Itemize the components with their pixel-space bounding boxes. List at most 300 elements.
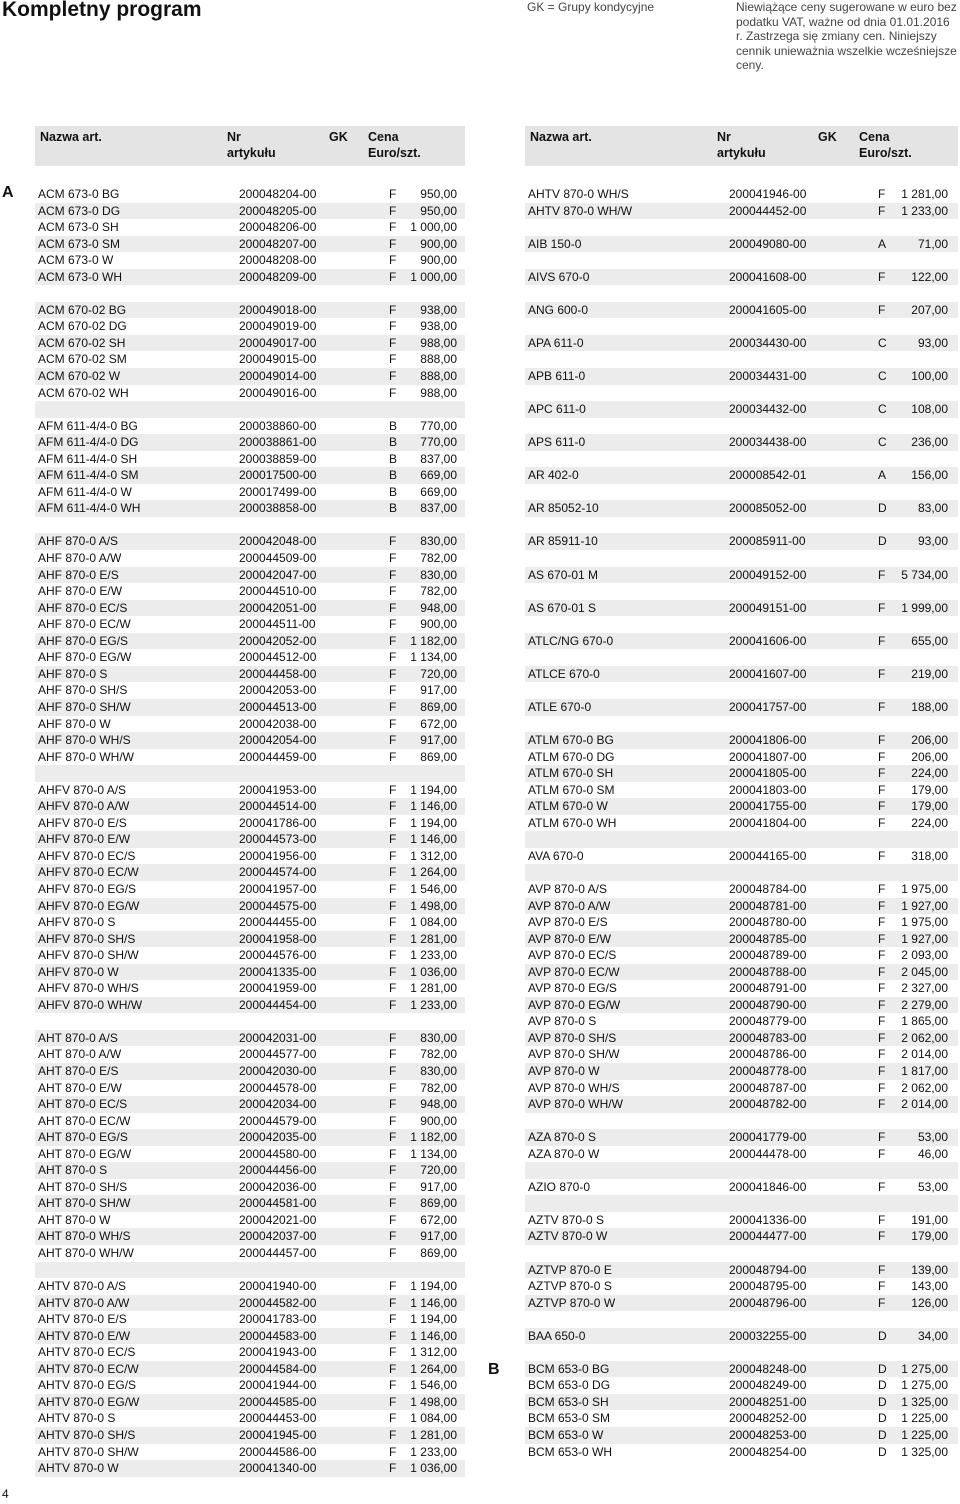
article-price: 179,00	[911, 1229, 948, 1244]
article-price: 917,00	[420, 1179, 457, 1194]
article-price: 1 817,00	[901, 1063, 948, 1078]
article-name: AHT 870-0 W	[38, 1212, 111, 1227]
article-name: AFM 611-4/4-0 W	[38, 484, 132, 499]
article-number: 200041807-00	[729, 749, 807, 764]
article-number: 200041806-00	[729, 733, 807, 748]
article-price: 917,00	[420, 1229, 457, 1244]
article-price: 1 312,00	[410, 848, 457, 863]
condition-group: F	[389, 898, 397, 913]
article-name: AHFV 870-0 E/W	[38, 832, 131, 847]
article-name: AVP 870-0 WH/W	[528, 1097, 623, 1112]
article-price: 206,00	[911, 749, 948, 764]
article-price: 1 194,00	[410, 1279, 457, 1294]
table-row	[525, 1295, 958, 1312]
article-number: 200041605-00	[729, 302, 807, 317]
condition-group: F	[878, 1097, 886, 1112]
condition-group: F	[878, 1229, 886, 1244]
article-number: 200042038-00	[239, 716, 317, 731]
article-number: 200041804-00	[729, 815, 807, 830]
article-name: AHTV 870-0 EG/S	[38, 1378, 137, 1393]
table-row	[35, 1113, 465, 1130]
article-name: AHFV 870-0 EG/S	[38, 881, 137, 896]
article-price: 191,00	[911, 1212, 948, 1227]
article-name: AZTVP 870-0 E	[528, 1262, 612, 1277]
article-price: 1 134,00	[410, 1146, 457, 1161]
article-price: 720,00	[420, 666, 457, 681]
table-row	[525, 848, 958, 865]
table-row	[525, 815, 958, 832]
article-price: 830,00	[420, 534, 457, 549]
article-number: 200048206-00	[239, 220, 317, 235]
condition-group: F	[389, 1378, 397, 1393]
article-price: 126,00	[911, 1295, 948, 1310]
condition-group: F	[878, 749, 886, 764]
article-name: AFM 611-4/4-0 SM	[38, 468, 139, 483]
article-number: 200041940-00	[239, 1279, 317, 1294]
article-number: 200041957-00	[239, 881, 317, 896]
table-row	[35, 1212, 465, 1229]
article-price: 1 000,00	[410, 220, 457, 235]
article-number: 200048789-00	[729, 948, 807, 963]
article-number: 200042053-00	[239, 683, 317, 698]
article-name: AHT 870-0 SH/W	[38, 1196, 131, 1211]
article-price: 2 014,00	[901, 1097, 948, 1112]
article-name: AHF 870-0 EG/W	[38, 650, 132, 665]
condition-group: F	[389, 352, 397, 367]
article-price: 770,00	[420, 435, 457, 450]
article-price: 219,00	[911, 666, 948, 681]
table-row	[35, 236, 465, 253]
article-name: AHT 870-0 EC/S	[38, 1097, 128, 1112]
condition-group: F	[389, 1179, 397, 1194]
table-row	[525, 186, 958, 203]
article-number: 200044585-00	[239, 1394, 317, 1409]
article-price: 93,00	[917, 534, 948, 549]
condition-group: F	[878, 567, 886, 582]
article-name: BCM 653-0 W	[528, 1428, 604, 1443]
condition-group: F	[389, 1229, 397, 1244]
condition-group: F	[389, 865, 397, 880]
condition-group: F	[389, 617, 397, 632]
article-price: 1 498,00	[410, 898, 457, 913]
article-name: BAA 650-0	[528, 1328, 586, 1343]
condition-group: F	[878, 269, 886, 284]
article-number: 200041340-00	[239, 1461, 317, 1476]
table-row	[525, 1212, 958, 1229]
article-price: 1 194,00	[410, 1312, 457, 1327]
article-number: 200048783-00	[729, 1030, 807, 1045]
article-number: 200085052-00	[729, 501, 807, 516]
article-price: 1 325,00	[901, 1394, 948, 1409]
condition-group: F	[878, 964, 886, 979]
article-name: AZTVP 870-0 S	[528, 1279, 612, 1294]
article-name: AR 85911-10	[528, 534, 598, 549]
article-name: ATLCE 670-0	[528, 666, 600, 681]
article-name: ACM 673-0 BG	[38, 187, 120, 201]
table-row	[35, 649, 465, 666]
article-price: 869,00	[420, 1246, 457, 1260]
condition-group: F	[878, 1047, 886, 1062]
article-name: AHTV 870-0 A/S	[38, 1279, 127, 1294]
article-price: 224,00	[911, 815, 948, 830]
table-row	[525, 1278, 958, 1295]
article-number: 200042052-00	[239, 633, 317, 648]
table-row	[35, 567, 465, 584]
article-number: 200034432-00	[729, 402, 807, 417]
article-number: 200042047-00	[239, 567, 317, 582]
table-row	[35, 1030, 465, 1047]
article-name: ACM 670-02 DG	[38, 319, 127, 334]
table-row	[35, 1096, 465, 1113]
table-row	[35, 1278, 465, 1295]
spacer-row	[525, 864, 958, 881]
article-price: 2 062,00	[901, 1030, 948, 1045]
table-row	[35, 434, 465, 451]
condition-group: F	[389, 1030, 397, 1045]
condition-group: F	[389, 1246, 397, 1260]
condition-group: F	[878, 981, 886, 996]
article-price: 139,00	[911, 1262, 948, 1277]
table-row	[525, 269, 958, 286]
article-name: AHTV 870-0 WH/W	[528, 203, 633, 218]
article-name: BCM 653-0 BG	[528, 1361, 610, 1376]
article-name: AHT 870-0 S	[38, 1163, 108, 1178]
spacer-row	[525, 484, 958, 501]
article-number: 200048794-00	[729, 1262, 807, 1277]
condition-group: B	[389, 451, 398, 466]
article-name: APA 611-0	[528, 335, 584, 350]
article-number: 200048209-00	[239, 269, 317, 284]
article-number: 200044573-00	[239, 832, 317, 847]
article-number: 200048790-00	[729, 997, 807, 1012]
table-row	[525, 302, 958, 319]
condition-group: D	[878, 1444, 887, 1459]
table-row	[35, 318, 465, 335]
table-row	[35, 219, 465, 236]
article-name: AHTV 870-0 A/W	[38, 1295, 130, 1310]
table-row	[525, 1096, 958, 1113]
article-price: 2 014,00	[901, 1047, 948, 1062]
table-row	[35, 302, 465, 319]
table-row	[525, 1394, 958, 1411]
article-price: 1 233,00	[410, 997, 457, 1012]
table-row	[35, 798, 465, 815]
table-row	[35, 1394, 465, 1411]
article-name: AHF 870-0 A/S	[38, 534, 119, 549]
condition-group: F	[878, 666, 886, 681]
article-price: 1 275,00	[901, 1361, 948, 1376]
table-row	[525, 368, 958, 385]
spacer-row	[35, 765, 465, 782]
article-name: AHFV 870-0 EG/W	[38, 898, 140, 913]
table-row	[525, 1410, 958, 1427]
col-header-price	[368, 129, 421, 161]
condition-group: F	[389, 220, 397, 235]
condition-group: F	[389, 551, 397, 566]
table-row	[525, 881, 958, 898]
article-price: 1 225,00	[901, 1428, 948, 1443]
article-price: 2 279,00	[901, 997, 948, 1012]
article-price: 34,00	[917, 1328, 948, 1343]
table-row	[35, 864, 465, 881]
col-header-price	[859, 129, 912, 161]
page-number: 4	[2, 1487, 9, 1501]
condition-group: F	[389, 187, 397, 201]
article-name: AVP 870-0 S	[528, 1014, 597, 1029]
article-price: 1 975,00	[901, 881, 948, 896]
article-name: AHT 870-0 E/W	[38, 1080, 122, 1095]
condition-group: F	[389, 948, 397, 963]
table-row	[35, 881, 465, 898]
article-number: 200049015-00	[239, 352, 317, 367]
condition-group: F	[389, 716, 397, 731]
article-price: 900,00	[420, 617, 457, 632]
article-number: 200044165-00	[729, 848, 807, 863]
spacer-row	[525, 318, 958, 335]
article-number: 200048248-00	[729, 1361, 807, 1376]
article-number: 200048784-00	[729, 881, 807, 896]
article-number: 200044583-00	[239, 1328, 317, 1343]
condition-group: F	[878, 1262, 886, 1277]
condition-group: D	[878, 501, 887, 516]
spacer-row	[525, 716, 958, 733]
table-row	[35, 1228, 465, 1245]
article-price: 2 093,00	[901, 948, 948, 963]
article-number: 200048782-00	[729, 1097, 807, 1112]
article-name: ACM 673-0 WH	[38, 269, 123, 284]
table-row	[525, 1427, 958, 1444]
article-number: 200048785-00	[729, 931, 807, 946]
article-name: AHF 870-0 SH/S	[38, 683, 128, 698]
article-name: AVP 870-0 EG/S	[528, 981, 617, 996]
condition-group: F	[389, 1196, 397, 1211]
article-price: 1 975,00	[901, 915, 948, 930]
article-price: 1 281,00	[410, 1428, 457, 1443]
condition-group: F	[878, 782, 886, 797]
condition-group: F	[878, 187, 886, 201]
article-name: AHT 870-0 A/W	[38, 1047, 122, 1062]
article-price: 782,00	[420, 1080, 457, 1095]
col-header-nr-line1: Nr	[227, 130, 241, 144]
article-number: 200041805-00	[729, 766, 807, 781]
article-name: ATLM 670-0 W	[528, 799, 608, 814]
article-number: 200044477-00	[729, 1229, 807, 1244]
article-name: ATLC/NG 670-0	[528, 633, 614, 648]
article-name: AR 85052-10	[528, 501, 599, 516]
table-row	[525, 600, 958, 617]
article-name: AHTV 870-0 S	[38, 1411, 116, 1426]
price-list-right	[525, 186, 958, 1460]
condition-group: F	[389, 749, 397, 764]
table-row	[525, 1080, 958, 1097]
article-price: 830,00	[420, 567, 457, 582]
article-number: 200048249-00	[729, 1378, 807, 1393]
article-price: 1 498,00	[410, 1394, 457, 1409]
table-row	[35, 269, 465, 286]
article-name: AZTV 870-0 W	[528, 1229, 608, 1244]
table-row	[35, 335, 465, 352]
table-row	[525, 732, 958, 749]
article-price: 108,00	[911, 402, 948, 417]
col-header-nr-line2: artykułu	[717, 146, 766, 160]
article-name: AHF 870-0 E/W	[38, 584, 123, 599]
article-number: 200041803-00	[729, 782, 807, 797]
condition-group: F	[389, 997, 397, 1012]
spacer-row	[35, 1013, 465, 1030]
article-name: AVP 870-0 E/S	[528, 915, 608, 930]
article-name: AVP 870-0 EC/S	[528, 948, 617, 963]
col-header-nr	[227, 129, 276, 161]
article-name: AHT 870-0 EG/S	[38, 1130, 128, 1145]
article-number: 200044456-00	[239, 1163, 317, 1178]
article-price: 869,00	[420, 699, 457, 714]
article-number: 200044579-00	[239, 1113, 317, 1128]
table-row	[35, 947, 465, 964]
table-row	[35, 1410, 465, 1427]
article-name: AHF 870-0 E/S	[38, 567, 119, 582]
article-number: 200038859-00	[239, 451, 317, 466]
spacer-row	[35, 285, 465, 302]
article-name: AHT 870-0 WH/W	[38, 1246, 134, 1260]
article-price: 1 312,00	[410, 1345, 457, 1360]
table-row	[525, 947, 958, 964]
article-name: AHF 870-0 S	[38, 666, 108, 681]
condition-group: F	[389, 1047, 397, 1062]
article-number: 200048787-00	[729, 1080, 807, 1095]
article-name: AHT 870-0 WH/S	[38, 1229, 131, 1244]
table-row	[35, 1080, 465, 1097]
condition-group: F	[389, 203, 397, 218]
col-header-nr-line1: Nr	[717, 130, 731, 144]
article-number: 200048795-00	[729, 1279, 807, 1294]
article-number: 200049080-00	[729, 236, 807, 251]
article-name: ACM 670-02 BG	[38, 302, 127, 317]
condition-group: F	[878, 997, 886, 1012]
spacer-row	[35, 401, 465, 418]
table-row	[35, 1245, 465, 1262]
article-price: 188,00	[911, 699, 948, 714]
article-price: 1 084,00	[410, 915, 457, 930]
article-price: 1 546,00	[410, 1378, 457, 1393]
table-row	[525, 980, 958, 997]
article-number: 200044457-00	[239, 1246, 317, 1260]
article-name: ANG 600-0	[528, 302, 589, 317]
table-row	[35, 418, 465, 435]
article-number: 200048208-00	[239, 253, 317, 268]
condition-group: F	[389, 815, 397, 830]
article-number: 200044459-00	[239, 749, 317, 764]
condition-group: F	[878, 1146, 886, 1161]
table-row	[525, 749, 958, 766]
spacer-row	[525, 1162, 958, 1179]
article-number: 200041755-00	[729, 799, 807, 814]
article-name: AZIO 870-0	[528, 1179, 591, 1194]
spacer-row	[525, 831, 958, 848]
table-row	[35, 1195, 465, 1212]
article-name: ACM 670-02 SM	[38, 352, 127, 367]
article-number: 200048780-00	[729, 915, 807, 930]
col-header-name: Nazwa art.	[40, 130, 102, 144]
condition-group: C	[878, 369, 887, 384]
spacer-row	[525, 1311, 958, 1328]
article-price: 888,00	[420, 352, 457, 367]
table-row	[525, 1444, 958, 1461]
article-name: BCM 653-0 SM	[528, 1411, 611, 1426]
article-name: AVP 870-0 E/W	[528, 931, 611, 946]
article-price: 1 182,00	[410, 633, 457, 648]
article-number: 200044513-00	[239, 699, 317, 714]
table-row	[35, 1162, 465, 1179]
article-price: 988,00	[420, 385, 457, 400]
article-number: 200049152-00	[729, 567, 807, 582]
spacer-row	[525, 285, 958, 302]
article-name: ATLM 670-0 SM	[528, 782, 615, 797]
spacer-row	[35, 1262, 465, 1279]
article-price: 100,00	[911, 369, 948, 384]
table-row	[35, 533, 465, 550]
condition-group: F	[389, 964, 397, 979]
spacer-row	[525, 451, 958, 468]
spacer-row	[525, 1245, 958, 1262]
article-name: BCM 653-0 SH	[528, 1394, 609, 1409]
condition-group: F	[878, 600, 886, 615]
article-price: 71,00	[917, 236, 948, 251]
spacer-row	[525, 351, 958, 368]
condition-group: F	[389, 1295, 397, 1310]
article-number: 200034438-00	[729, 435, 807, 450]
condition-group: F	[389, 782, 397, 797]
table-row	[525, 203, 958, 220]
article-number: 200044576-00	[239, 948, 317, 963]
table-row	[35, 1344, 465, 1361]
table-row	[35, 385, 465, 402]
article-number: 200042037-00	[239, 1229, 317, 1244]
article-price: 669,00	[420, 484, 457, 499]
article-price: 318,00	[911, 848, 948, 863]
condition-group: F	[878, 1279, 886, 1294]
condition-group: C	[878, 335, 887, 350]
article-price: 938,00	[420, 319, 457, 334]
article-price: 1 275,00	[901, 1378, 948, 1393]
article-name: AZA 870-0 S	[528, 1130, 597, 1145]
article-price: 1 000,00	[410, 269, 457, 284]
table-row	[35, 1295, 465, 1312]
table-row	[525, 467, 958, 484]
article-price: 1 036,00	[410, 1461, 457, 1476]
article-number: 200044458-00	[239, 666, 317, 681]
article-number: 200041959-00	[239, 981, 317, 996]
article-number: 200034431-00	[729, 369, 807, 384]
article-name: AHFV 870-0 A/S	[38, 782, 127, 797]
table-row	[35, 484, 465, 501]
spacer-row	[525, 583, 958, 600]
article-name: AS 670-01 M	[528, 567, 599, 582]
article-number: 200042021-00	[239, 1212, 317, 1227]
article-name: AHFV 870-0 SH/S	[38, 931, 136, 946]
price-list-left	[35, 186, 465, 1477]
article-number: 200085911-00	[729, 534, 806, 549]
article-price: 900,00	[420, 236, 457, 251]
col-header-nr-line2: artykułu	[227, 146, 276, 160]
article-name: AHT 870-0 EC/W	[38, 1113, 131, 1128]
table-row	[525, 1179, 958, 1196]
article-price: 1 927,00	[901, 898, 948, 913]
article-price: 888,00	[420, 369, 457, 384]
article-price: 938,00	[420, 302, 457, 317]
article-name: AHTV 870-0 EG/W	[38, 1394, 140, 1409]
page-title: Kompletny program	[2, 0, 202, 21]
article-name: AHTV 870-0 W	[38, 1461, 119, 1476]
